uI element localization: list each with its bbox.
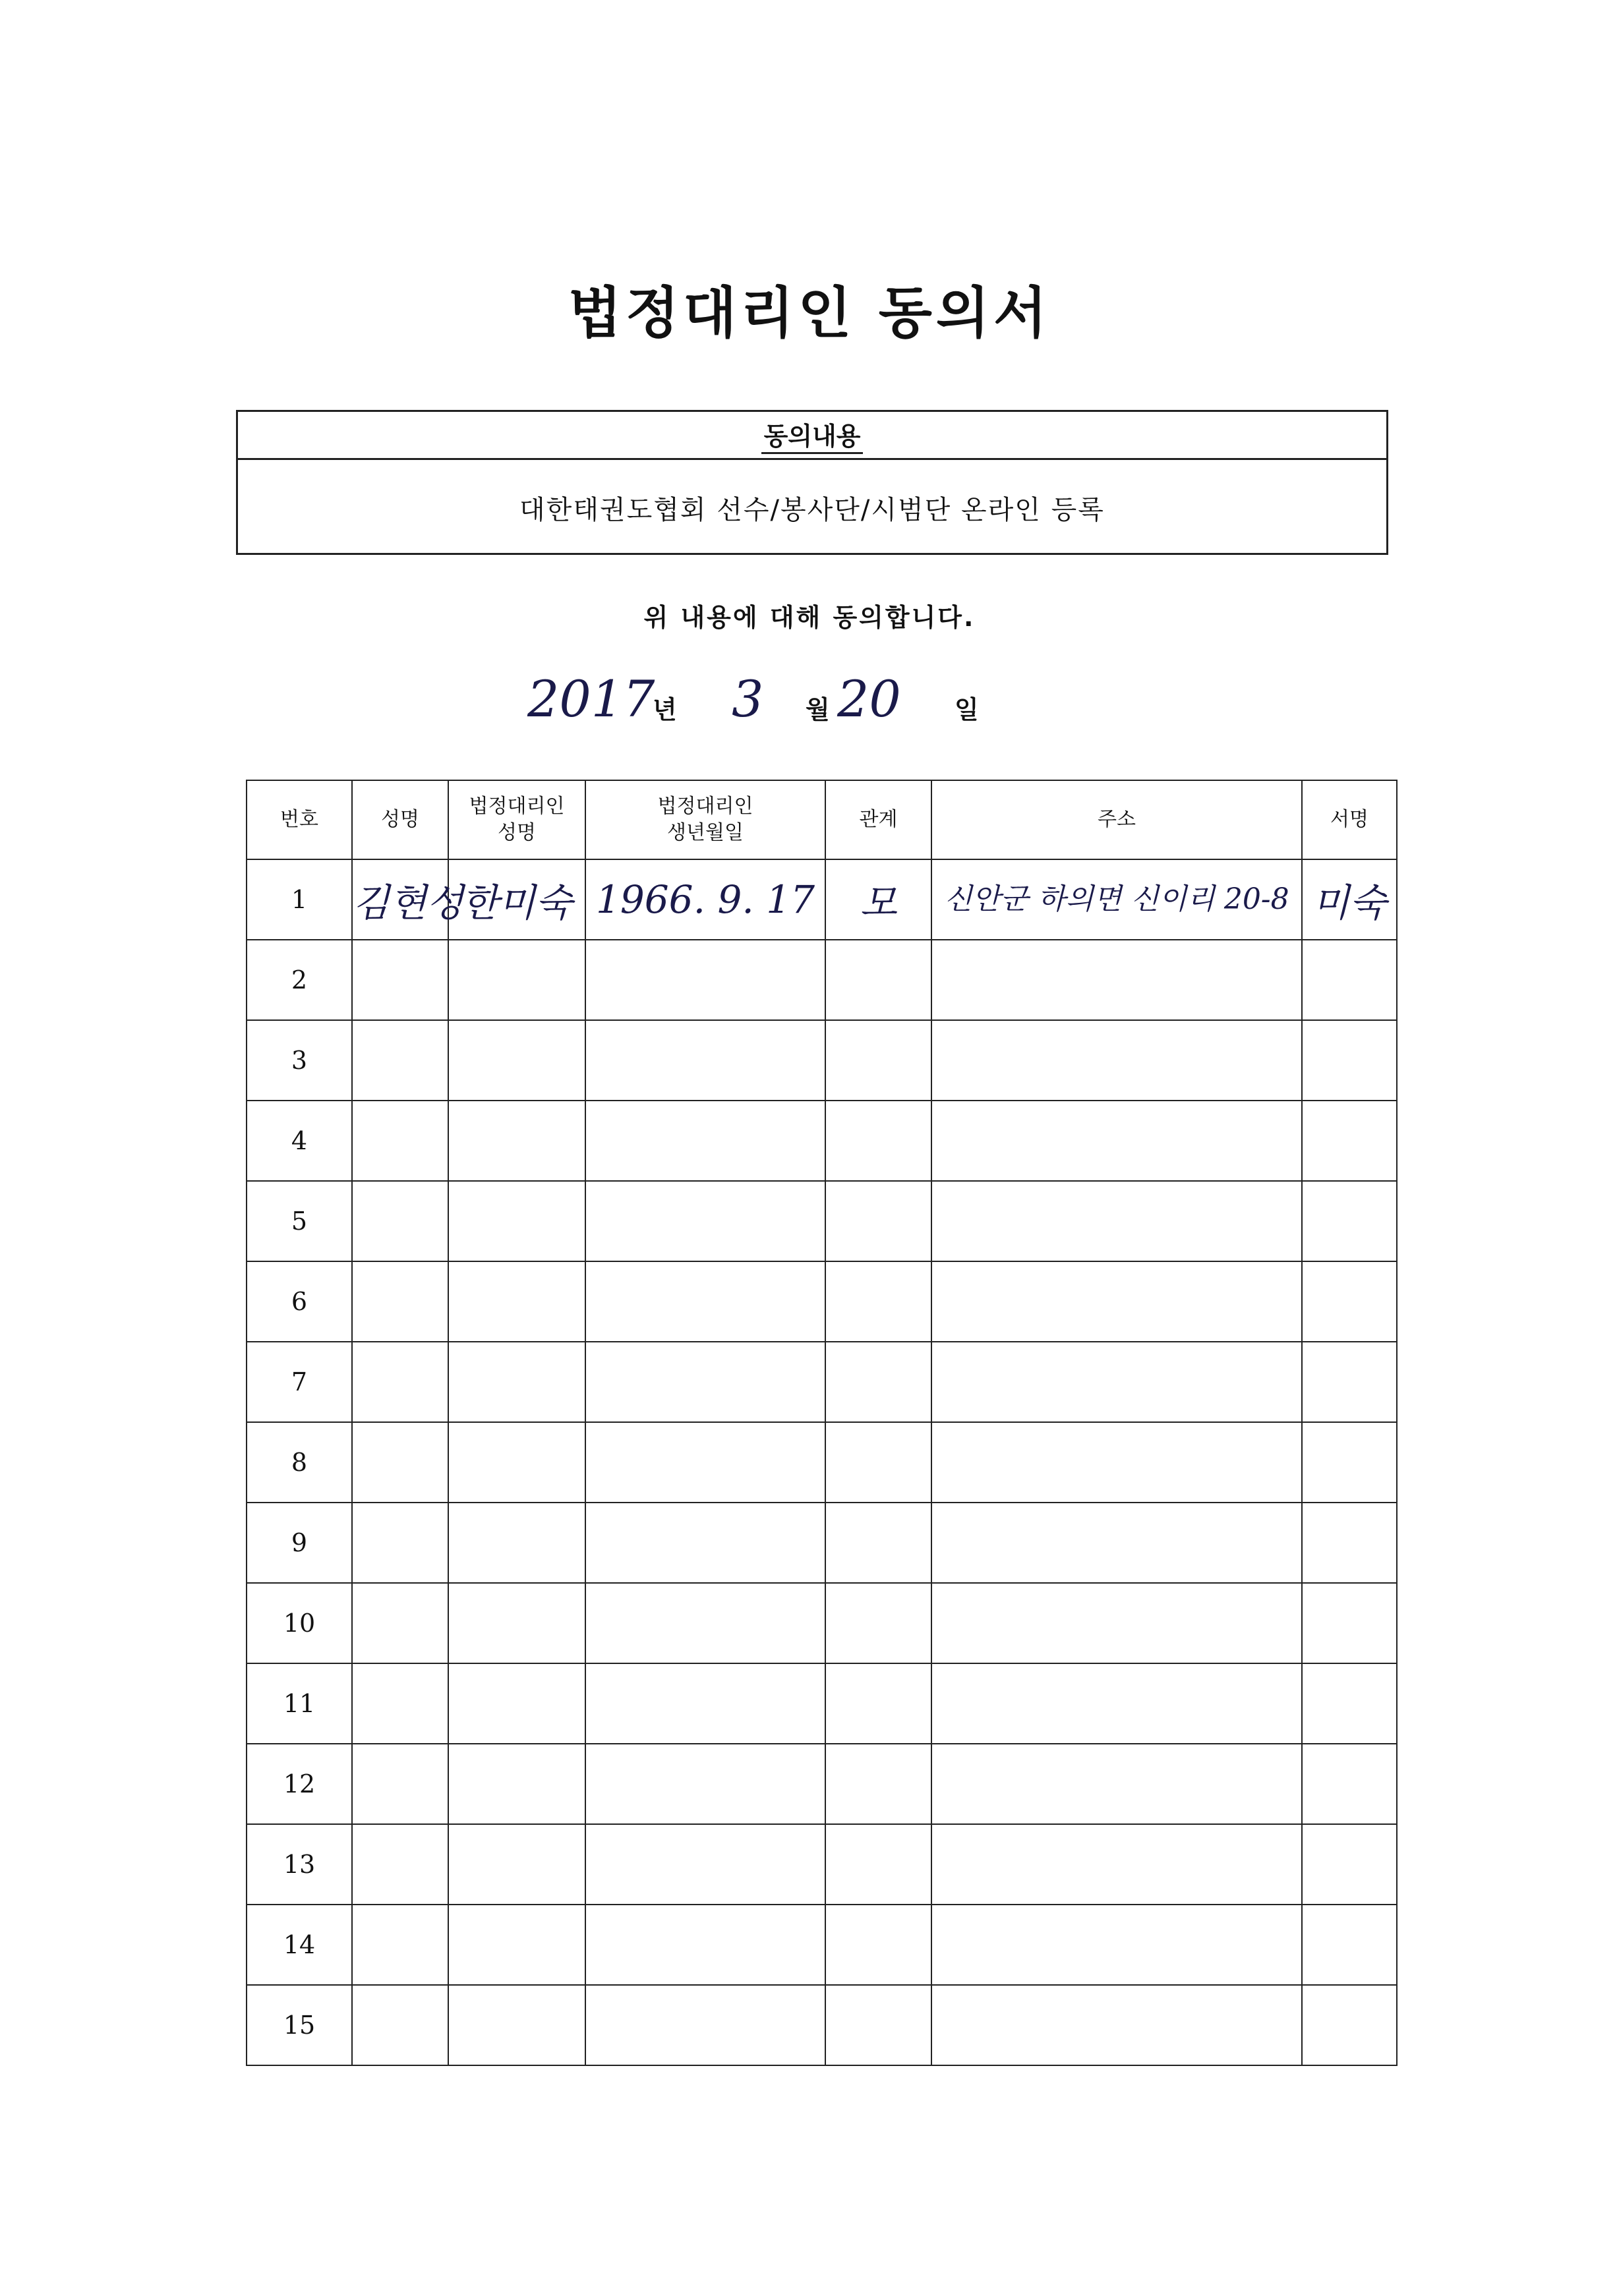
- row-number: 1: [247, 859, 352, 940]
- student-name: [352, 1101, 448, 1181]
- student-name: [352, 1824, 448, 1905]
- guardian-name: [448, 1020, 585, 1101]
- date-year-label: 년: [653, 695, 677, 724]
- guardian-name: 한미숙: [448, 859, 585, 940]
- header-guardian-name: 법정대리인 성명: [448, 780, 585, 859]
- student-name: [352, 1583, 448, 1663]
- table-row: [247, 1744, 1397, 1824]
- row-number: 2: [247, 940, 352, 1020]
- address: [931, 1905, 1302, 1985]
- date-year: 2017: [527, 670, 655, 728]
- table-header-row: [247, 780, 1397, 859]
- address: [931, 1744, 1302, 1824]
- student-name: [352, 940, 448, 1020]
- relation: [825, 1905, 931, 1985]
- signature: [1302, 1583, 1397, 1663]
- guardian-birthdate: [585, 1824, 825, 1905]
- date-month: 3: [732, 670, 764, 728]
- guardian-birthdate: [585, 940, 825, 1020]
- relation: 모: [825, 859, 931, 940]
- agree-statement: 위 내용에 대해 동의합니다.: [643, 603, 976, 632]
- signature: [1302, 1824, 1397, 1905]
- address: [931, 940, 1302, 1020]
- signature: [1302, 1663, 1397, 1744]
- guardian-name: [448, 1101, 585, 1181]
- student-name: [352, 1663, 448, 1744]
- address: [931, 1261, 1302, 1342]
- row-number: 13: [247, 1824, 352, 1905]
- guardian-name: [448, 1503, 585, 1583]
- student-name: [352, 1261, 448, 1342]
- address: 신안군 하의면 신이리 20-8: [931, 859, 1302, 940]
- consent-box: [236, 410, 1388, 555]
- guardian-name: [448, 1422, 585, 1503]
- relation: [825, 1985, 931, 2065]
- guardian-name: [448, 1261, 585, 1342]
- header-number: 번호: [247, 780, 352, 859]
- student-name: [352, 1905, 448, 1985]
- signature: [1302, 1261, 1397, 1342]
- guardian-name: [448, 1181, 585, 1261]
- row-number: 6: [247, 1261, 352, 1342]
- guardian-name: [448, 940, 585, 1020]
- signature: [1302, 1422, 1397, 1503]
- guardian-birthdate: [585, 1101, 825, 1181]
- address: [931, 1181, 1302, 1261]
- student-name: [352, 1181, 448, 1261]
- signature: [1302, 1744, 1397, 1824]
- table-row: [247, 1824, 1397, 1905]
- signature: 미숙: [1302, 859, 1397, 940]
- document-title: 법정대리인 동의서: [568, 281, 1051, 345]
- relation: [825, 1824, 931, 1905]
- row-number: 11: [247, 1663, 352, 1744]
- row-number: 5: [247, 1181, 352, 1261]
- guardian-name: [448, 1663, 585, 1744]
- row-number: 7: [247, 1342, 352, 1422]
- signature: [1302, 1181, 1397, 1261]
- row-number: 8: [247, 1422, 352, 1503]
- guardian-birthdate: [585, 1985, 825, 2065]
- table-row: [247, 1261, 1397, 1342]
- address: [931, 1663, 1302, 1744]
- student-name: [352, 1020, 448, 1101]
- student-name: [352, 1422, 448, 1503]
- row-number: 10: [247, 1583, 352, 1663]
- date-day: 20: [837, 670, 901, 728]
- address: [931, 1503, 1302, 1583]
- guardian-birthdate: [585, 1020, 825, 1101]
- table-row: [247, 1342, 1397, 1422]
- relation: [825, 1181, 931, 1261]
- header-relation: 관계: [825, 780, 931, 859]
- signature: [1302, 1503, 1397, 1583]
- address: [931, 1101, 1302, 1181]
- row-number: 15: [247, 1985, 352, 2065]
- signature: [1302, 1905, 1397, 1985]
- student-name: [352, 1503, 448, 1583]
- guardian-birthdate: [585, 1503, 825, 1583]
- row-number: 14: [247, 1905, 352, 1985]
- guardian-birthdate: [585, 1744, 825, 1824]
- row-number: 9: [247, 1503, 352, 1583]
- guardian-birthdate: [585, 1905, 825, 1985]
- consent-header: [238, 412, 1386, 460]
- header-name: 성명: [352, 780, 448, 859]
- header-signature: 서명: [1302, 780, 1397, 859]
- guardian-birthdate: [585, 1583, 825, 1663]
- table-row: [247, 1905, 1397, 1985]
- relation: [825, 1422, 931, 1503]
- row-number: 3: [247, 1020, 352, 1101]
- student-name: [352, 1985, 448, 2065]
- signature: [1302, 1985, 1397, 2065]
- guardian-birthdate: [585, 1663, 825, 1744]
- address: [931, 1020, 1302, 1101]
- signature: [1302, 1020, 1397, 1101]
- signature: [1302, 1101, 1397, 1181]
- guardian-birthdate: [585, 1261, 825, 1342]
- relation: [825, 1342, 931, 1422]
- date-month-label: 월: [806, 695, 830, 724]
- relation: [825, 1101, 931, 1181]
- address: [931, 1824, 1302, 1905]
- signature: [1302, 940, 1397, 1020]
- table-row: [247, 1583, 1397, 1663]
- table-row: [247, 1985, 1397, 2065]
- guardian-name: [448, 1905, 585, 1985]
- header-guardian-birthdate: 법정대리인 생년월일: [585, 780, 825, 859]
- table-row: [247, 1503, 1397, 1583]
- table-row: [247, 1101, 1397, 1181]
- row-number: 12: [247, 1744, 352, 1824]
- guardian-birthdate: [585, 1181, 825, 1261]
- guardian-birthdate: [585, 1342, 825, 1422]
- relation: [825, 940, 931, 1020]
- table-row: [247, 1422, 1397, 1503]
- guardian-name: [448, 1583, 585, 1663]
- consent-content: 대한태권도협회 선수/봉사단/시범단 온라인 등록: [519, 494, 1105, 525]
- address: [931, 1422, 1302, 1503]
- relation: [825, 1663, 931, 1744]
- guardian-name: [448, 1744, 585, 1824]
- date-day-label: 일: [955, 695, 979, 724]
- table-row: [247, 1663, 1397, 1744]
- guardian-name: [448, 1342, 585, 1422]
- student-name: [352, 1342, 448, 1422]
- relation: [825, 1503, 931, 1583]
- row-number: 4: [247, 1101, 352, 1181]
- table-row: [247, 940, 1397, 1020]
- address: [931, 1985, 1302, 2065]
- guardian-roster-table: [246, 780, 1398, 2066]
- guardian-birthdate: [585, 1422, 825, 1503]
- table-row: [247, 1020, 1397, 1101]
- guardian-birthdate: 1966. 9. 17: [585, 859, 825, 940]
- guardian-name: [448, 1985, 585, 2065]
- relation: [825, 1583, 931, 1663]
- consent-header-label: 동의내용: [761, 416, 864, 454]
- student-name: 김현성: [352, 859, 448, 940]
- header-address: 주소: [931, 780, 1302, 859]
- address: [931, 1342, 1302, 1422]
- relation: [825, 1261, 931, 1342]
- table-row: [247, 859, 1397, 940]
- date-line: [0, 670, 1619, 742]
- relation: [825, 1020, 931, 1101]
- relation: [825, 1744, 931, 1824]
- signature: [1302, 1342, 1397, 1422]
- guardian-name: [448, 1824, 585, 1905]
- address: [931, 1583, 1302, 1663]
- table-row: [247, 1181, 1397, 1261]
- student-name: [352, 1744, 448, 1824]
